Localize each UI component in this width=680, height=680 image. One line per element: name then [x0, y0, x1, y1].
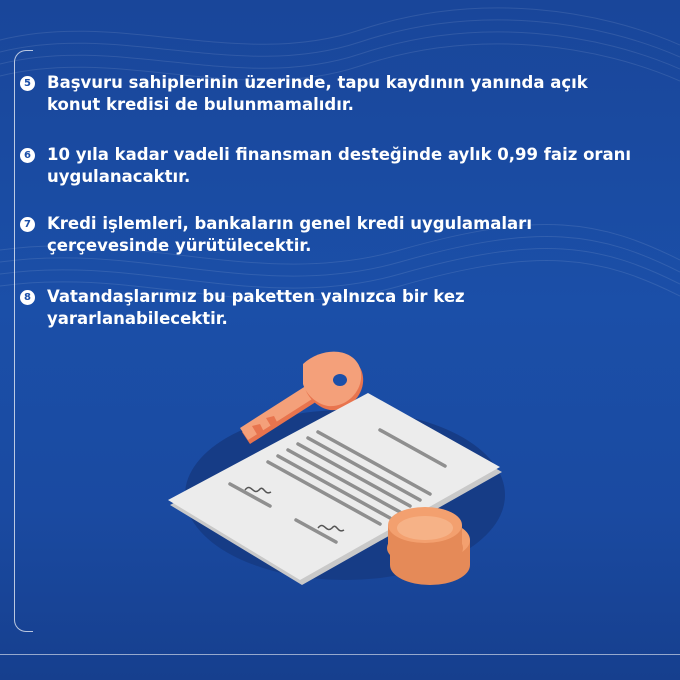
list-item-text: Kredi işlemleri, bankaların genel kredi uygulamaları çerçevesinde yürütülecektir.	[47, 214, 532, 255]
number-badge: 6	[20, 148, 35, 163]
coin-stack-icon	[387, 507, 470, 585]
list-item-text: Vatandaşlarımız bu paketten yalnızca bir kez yararlanabilecektir.	[47, 287, 465, 328]
number-badge: 8	[20, 290, 35, 305]
number-badge: 7	[20, 217, 35, 232]
list-item-text: Başvuru sahiplerinin üzerinde, tapu kaydının yanında açık konut kredisi de bulunmamalıdır.	[47, 73, 588, 114]
number-badge: 5	[20, 76, 35, 91]
list-item-text: 10 yıla kadar vadeli finansman desteğinde aylık 0,99 faiz oranı uygulanacaktır.	[47, 145, 632, 186]
